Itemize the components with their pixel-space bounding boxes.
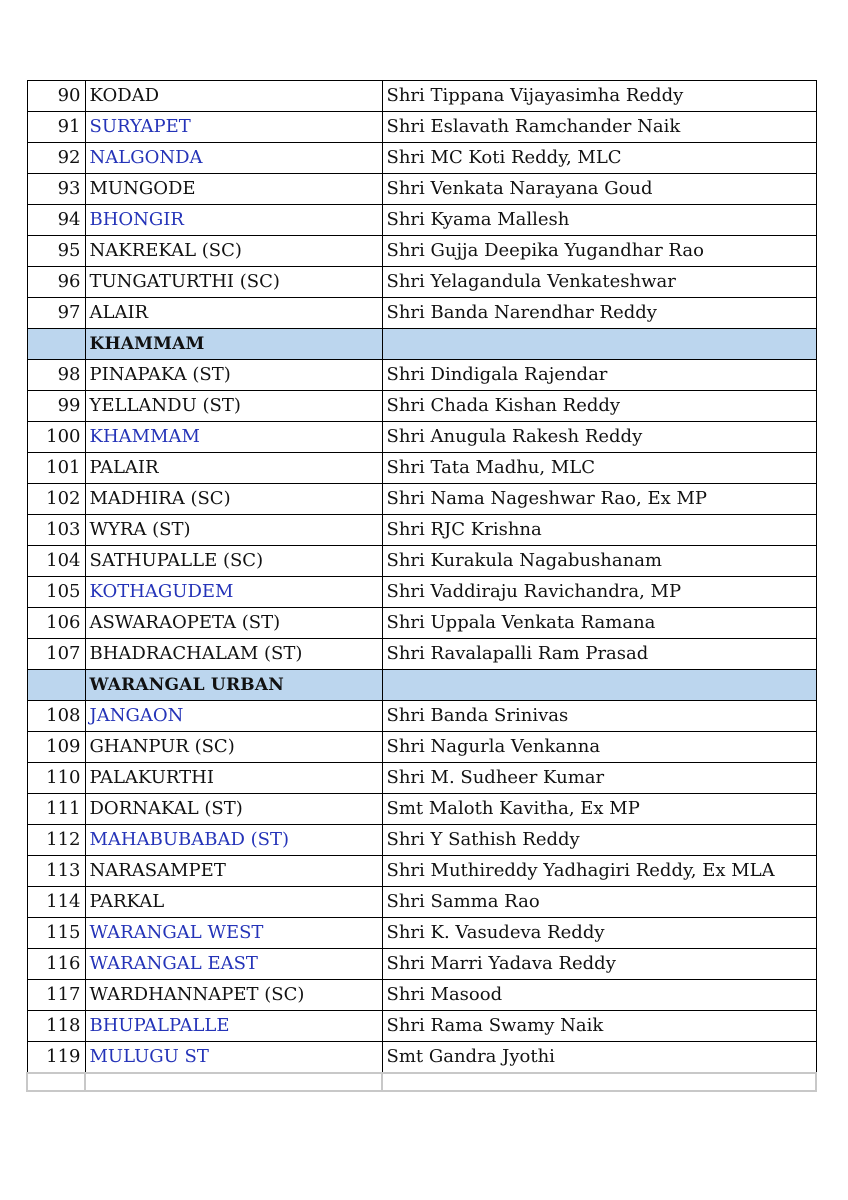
- constituency-name: PALAKURTHI: [85, 763, 382, 794]
- candidate-name: Shri Dindigala Rajendar: [382, 360, 816, 391]
- candidate-name: Shri Masood: [382, 980, 816, 1011]
- table-row: [27, 360, 816, 391]
- constituency-name[interactable]: KHAMMAM: [85, 422, 382, 453]
- table-row: [27, 887, 816, 918]
- candidate-name: Shri Banda Srinivas: [382, 701, 816, 732]
- table-row: [27, 546, 816, 577]
- constituency-name: KODAD: [85, 81, 382, 112]
- district-header-row: [27, 329, 816, 360]
- serial-number: 99: [27, 391, 85, 422]
- candidate-name: Shri Nama Nageshwar Rao, Ex MP: [382, 484, 816, 515]
- serial-number: 92: [27, 143, 85, 174]
- candidate-name: Shri Eslavath Ramchander Naik: [382, 112, 816, 143]
- serial-number: 90: [27, 81, 85, 112]
- district-name: WARANGAL URBAN: [85, 670, 382, 701]
- table-row: [27, 453, 816, 484]
- candidate-name: Shri Kyama Mallesh: [382, 205, 816, 236]
- serial-number: 106: [27, 608, 85, 639]
- table-row: [27, 236, 816, 267]
- candidate-name: Shri Samma Rao: [382, 887, 816, 918]
- serial-number: 111: [27, 794, 85, 825]
- serial-number: 116: [27, 949, 85, 980]
- table-row: [27, 143, 816, 174]
- table-row: [27, 794, 816, 825]
- candidate-name: Shri Tata Madhu, MLC: [382, 453, 816, 484]
- serial-number: 109: [27, 732, 85, 763]
- serial-number: 94: [27, 205, 85, 236]
- table-row: [27, 205, 816, 236]
- table-row: [27, 267, 816, 298]
- district-empty-cell: [382, 670, 816, 701]
- district-header-row: [27, 670, 816, 701]
- empty-cell: [382, 1073, 816, 1091]
- empty-cell: [85, 1073, 382, 1091]
- candidate-name: Shri Anugula Rakesh Reddy: [382, 422, 816, 453]
- table-row: [27, 577, 816, 608]
- serial-number: 113: [27, 856, 85, 887]
- candidate-name: Shri Kurakula Nagabushanam: [382, 546, 816, 577]
- table-row: [27, 918, 816, 949]
- table-row: [27, 484, 816, 515]
- constituency-name[interactable]: MAHABUBABAD (ST): [85, 825, 382, 856]
- candidate-table: [26, 80, 817, 1092]
- table-row: [27, 298, 816, 329]
- candidate-name: Shri Banda Narendhar Reddy: [382, 298, 816, 329]
- serial-number: 97: [27, 298, 85, 329]
- serial-number: 102: [27, 484, 85, 515]
- table-row: [27, 701, 816, 732]
- constituency-name: SATHUPALLE (SC): [85, 546, 382, 577]
- constituency-name: MADHIRA (SC): [85, 484, 382, 515]
- table-row: [27, 763, 816, 794]
- table-row: [27, 639, 816, 670]
- serial-number: 105: [27, 577, 85, 608]
- serial-number: 100: [27, 422, 85, 453]
- table-row: [27, 174, 816, 205]
- constituency-name[interactable]: BHONGIR: [85, 205, 382, 236]
- serial-number: 118: [27, 1011, 85, 1042]
- candidate-name: Shri Yelagandula Venkateshwar: [382, 267, 816, 298]
- constituency-name: PALAIR: [85, 453, 382, 484]
- table-row: [27, 732, 816, 763]
- candidate-name: Shri Uppala Venkata Ramana: [382, 608, 816, 639]
- table-row: [27, 1011, 816, 1042]
- serial-number: 91: [27, 112, 85, 143]
- district-name: KHAMMAM: [85, 329, 382, 360]
- constituency-name: ASWARAOPETA (ST): [85, 608, 382, 639]
- constituency-name: MUNGODE: [85, 174, 382, 205]
- table-row: [27, 1042, 816, 1074]
- constituency-name[interactable]: JANGAON: [85, 701, 382, 732]
- empty-table-row: [27, 1073, 816, 1091]
- constituency-name: DORNAKAL (ST): [85, 794, 382, 825]
- constituency-name[interactable]: NALGONDA: [85, 143, 382, 174]
- serial-number: 93: [27, 174, 85, 205]
- candidate-name: Shri Nagurla Venkanna: [382, 732, 816, 763]
- candidate-name: Shri Tippana Vijayasimha Reddy: [382, 81, 816, 112]
- candidate-name: Shri MC Koti Reddy, MLC: [382, 143, 816, 174]
- candidate-name: Shri RJC Krishna: [382, 515, 816, 546]
- table-row: [27, 391, 816, 422]
- constituency-name: PINAPAKA (ST): [85, 360, 382, 391]
- constituency-name: YELLANDU (ST): [85, 391, 382, 422]
- constituency-name: TUNGATURTHI (SC): [85, 267, 382, 298]
- constituency-name[interactable]: KOTHAGUDEM: [85, 577, 382, 608]
- candidate-name: Smt Gandra Jyothi: [382, 1042, 816, 1074]
- constituency-name[interactable]: WARANGAL EAST: [85, 949, 382, 980]
- serial-number: 119: [27, 1042, 85, 1074]
- candidate-name: Shri M. Sudheer Kumar: [382, 763, 816, 794]
- candidate-name: Shri Ravalapalli Ram Prasad: [382, 639, 816, 670]
- candidate-name: Smt Maloth Kavitha, Ex MP: [382, 794, 816, 825]
- table-row: [27, 608, 816, 639]
- candidate-table-body: [27, 81, 816, 1092]
- serial-number: 104: [27, 546, 85, 577]
- candidate-name: Shri Vaddiraju Ravichandra, MP: [382, 577, 816, 608]
- serial-number: 115: [27, 918, 85, 949]
- constituency-name: WYRA (ST): [85, 515, 382, 546]
- table-row: [27, 949, 816, 980]
- constituency-name: WARDHANNAPET (SC): [85, 980, 382, 1011]
- table-row: [27, 825, 816, 856]
- table-row: [27, 422, 816, 453]
- table-row: [27, 980, 816, 1011]
- constituency-name: NARASAMPET: [85, 856, 382, 887]
- serial-number: 117: [27, 980, 85, 1011]
- table-row: [27, 112, 816, 143]
- district-num-cell: [27, 329, 85, 360]
- district-empty-cell: [382, 329, 816, 360]
- candidate-name: Shri Venkata Narayana Goud: [382, 174, 816, 205]
- serial-number: 112: [27, 825, 85, 856]
- constituency-name: PARKAL: [85, 887, 382, 918]
- serial-number: 107: [27, 639, 85, 670]
- constituency-name: NAKREKAL (SC): [85, 236, 382, 267]
- table-row: [27, 856, 816, 887]
- serial-number: 96: [27, 267, 85, 298]
- serial-number: 95: [27, 236, 85, 267]
- candidate-name: Shri Y Sathish Reddy: [382, 825, 816, 856]
- candidate-name: Shri Rama Swamy Naik: [382, 1011, 816, 1042]
- constituency-name[interactable]: WARANGAL WEST: [85, 918, 382, 949]
- serial-number: 108: [27, 701, 85, 732]
- constituency-name[interactable]: BHUPALPALLE: [85, 1011, 382, 1042]
- constituency-name: BHADRACHALAM (ST): [85, 639, 382, 670]
- candidate-name: Shri Chada Kishan Reddy: [382, 391, 816, 422]
- table-row: [27, 81, 816, 112]
- constituency-name: ALAIR: [85, 298, 382, 329]
- constituency-name[interactable]: SURYAPET: [85, 112, 382, 143]
- empty-cell: [27, 1073, 85, 1091]
- candidate-name: Shri Muthireddy Yadhagiri Reddy, Ex MLA: [382, 856, 816, 887]
- serial-number: 114: [27, 887, 85, 918]
- serial-number: 110: [27, 763, 85, 794]
- serial-number: 98: [27, 360, 85, 391]
- candidate-name: Shri K. Vasudeva Reddy: [382, 918, 816, 949]
- serial-number: 103: [27, 515, 85, 546]
- candidate-name: Shri Marri Yadava Reddy: [382, 949, 816, 980]
- constituency-name: GHANPUR (SC): [85, 732, 382, 763]
- serial-number: 101: [27, 453, 85, 484]
- candidate-name: Shri Gujja Deepika Yugandhar Rao: [382, 236, 816, 267]
- table-row: [27, 515, 816, 546]
- constituency-name[interactable]: MULUGU ST: [85, 1042, 382, 1074]
- district-num-cell: [27, 670, 85, 701]
